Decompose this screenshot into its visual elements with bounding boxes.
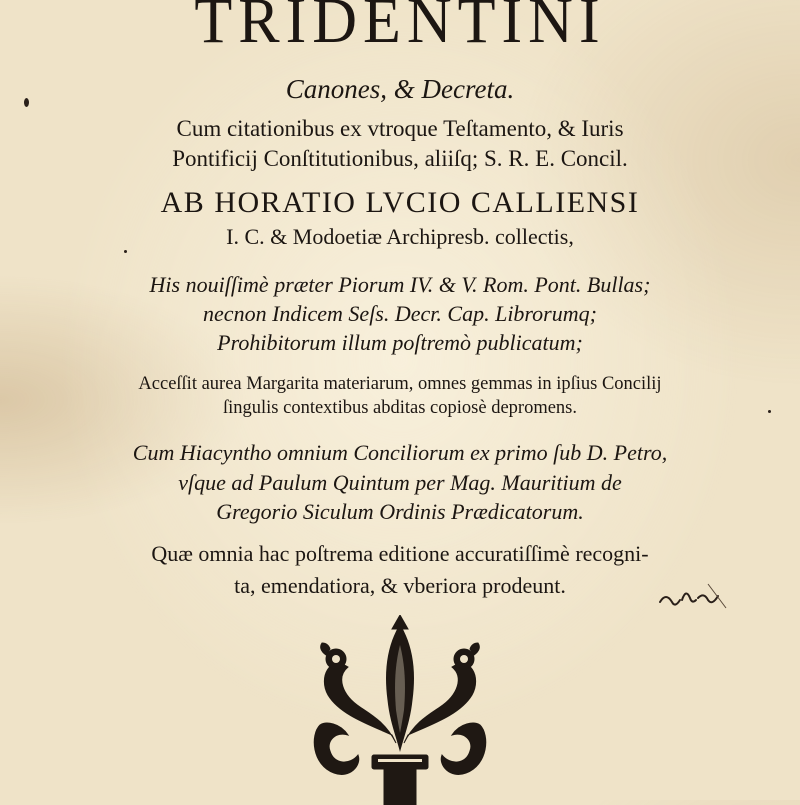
accessit-line-1: Acceſſit aurea Margarita materiarum, omnes gemmas in ipſius Concilij [138,374,662,394]
citation-line-1: Cum citationibus ex vtroque Teſtamento, & Iuris [176,116,624,141]
author-line: AB HORATIO LVCIO CALLIENSI [160,186,640,219]
ink-speck [124,250,127,253]
hiacyntho-line-3: Gregorio Siculum Ordinis Prædicatorum. [216,499,584,524]
handwritten-note [652,578,732,614]
final-line-2: ta, emendatiora, & vberiora prodeunt. [234,573,566,598]
hiacyntho-line-1: Cum Hiacyntho omnium Conciliorum ex primo ſub D. Petro, [132,440,668,465]
italic-line-3: Prohibitorum illum poſtremò publicatum; [217,330,583,355]
accessit-line-2: ſingulis contextibus abditas copiosè depromens. [222,398,577,418]
subtitle: Canones, & Decreta. [285,74,515,104]
citation-line-2: Pontificij Conſtitutionibus, aliiſq; S. R. E. Concil. [172,146,628,171]
ink-speck [768,410,771,413]
ink-speck [24,98,29,107]
fleur-de-lis-ornament [300,615,500,805]
italic-line-2: necnon Indicem Seſs. Decr. Cap. Librorumq; [203,301,597,326]
final-line-1: Quæ omnia hac poſtrema editione accuratiſſimè recogni- [151,541,649,566]
author-description: I. C. & Modoetiæ Archipresb. collectis, [226,224,574,249]
hiacyntho-line-2: vſque ad Paulum Quintum per Mag. Mauritium de [178,470,622,495]
page-title: TRIDENTINI [194,0,606,57]
italic-line-1: His nouiſſimè præter Piorum IV. & V. Rom. Pont. Bullas; [149,272,651,297]
